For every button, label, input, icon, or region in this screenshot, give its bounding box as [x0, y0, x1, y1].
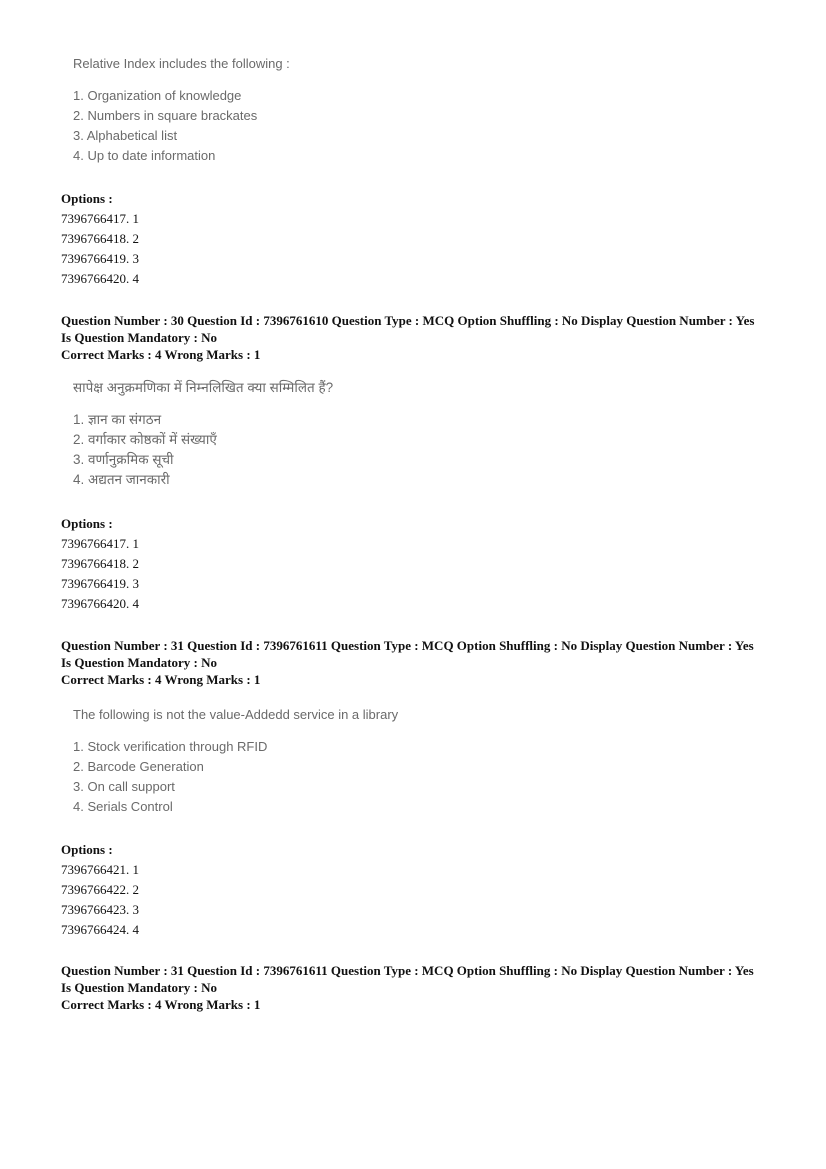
question-stem: The following is not the value-Addedd service in a library	[73, 707, 399, 722]
option-item: 7396766417. 1	[61, 211, 139, 226]
question-item: 4. अद्यतन जानकारी	[73, 472, 170, 487]
question-image-value-added	[73, 705, 398, 817]
question-item: 3. On call support	[73, 779, 175, 794]
question-item: 2. Barcode Generation	[73, 759, 204, 774]
question-meta-line: Question Number : 30 Question Id : 7396761610 Question Type : MCQ Option Shuffling : No Display Question Number : Yes	[61, 313, 755, 328]
options-label: Options :	[61, 191, 113, 206]
question-stem: Relative Index includes the following :	[73, 56, 290, 71]
question-meta-line: Question Number : 31 Question Id : 7396761611 Question Type : MCQ Option Shuffling : No Display Question Number : Yes	[61, 638, 754, 653]
question-item: 3. वर्णानुक्रमिक सूची	[73, 452, 174, 467]
options-block	[61, 189, 139, 289]
options-block	[61, 840, 139, 940]
option-item: 7396766418. 2	[61, 556, 139, 571]
question-meta-line: Question Number : 31 Question Id : 7396761611 Question Type : MCQ Option Shuffling : No Display Question Number : Yes	[61, 963, 754, 978]
question-item: 2. वर्गाकार कोष्ठकों में संख्याएँ	[73, 432, 217, 447]
option-item: 7396766419. 3	[61, 576, 139, 591]
question-image-relative-index	[73, 54, 290, 166]
option-item: 7396766420. 4	[61, 271, 139, 286]
options-label: Options :	[61, 842, 113, 857]
question-meta-line: Correct Marks : 4 Wrong Marks : 1	[61, 347, 261, 362]
question-meta-line: Is Question Mandatory : No	[61, 330, 218, 345]
option-item: 7396766421. 1	[61, 862, 139, 877]
question-meta	[61, 312, 754, 363]
question-item: 4. Up to date information	[73, 148, 216, 163]
question-image-hindi	[73, 378, 333, 490]
question-meta-line: Correct Marks : 4 Wrong Marks : 1	[61, 997, 261, 1012]
option-item: 7396766424. 4	[61, 922, 139, 937]
question-item: 1. Organization of knowledge	[73, 88, 242, 103]
question-stem: सापेक्ष अनुक्रमणिका में निम्नलिखित क्या सम्मिलित हैं?	[73, 380, 334, 395]
option-item: 7396766423. 3	[61, 902, 139, 917]
option-item: 7396766420. 4	[61, 596, 139, 611]
question-meta	[61, 637, 754, 688]
option-item: 7396766418. 2	[61, 231, 139, 246]
question-item: 1. Stock verification through RFID	[73, 739, 268, 754]
question-meta-line: Is Question Mandatory : No	[61, 980, 218, 995]
question-item: 3. Alphabetical list	[73, 128, 178, 143]
options-label: Options :	[61, 516, 113, 531]
question-meta-line: Is Question Mandatory : No	[61, 655, 218, 670]
question-item: 4. Serials Control	[73, 799, 173, 814]
question-meta-line: Correct Marks : 4 Wrong Marks : 1	[61, 672, 261, 687]
option-item: 7396766419. 3	[61, 251, 139, 266]
question-item: 1. ज्ञान का संगठन	[73, 412, 162, 427]
options-block	[61, 514, 139, 614]
question-item: 2. Numbers in square brackates	[73, 108, 258, 123]
option-item: 7396766422. 2	[61, 882, 139, 897]
question-meta	[61, 962, 754, 1013]
option-item: 7396766417. 1	[61, 536, 139, 551]
